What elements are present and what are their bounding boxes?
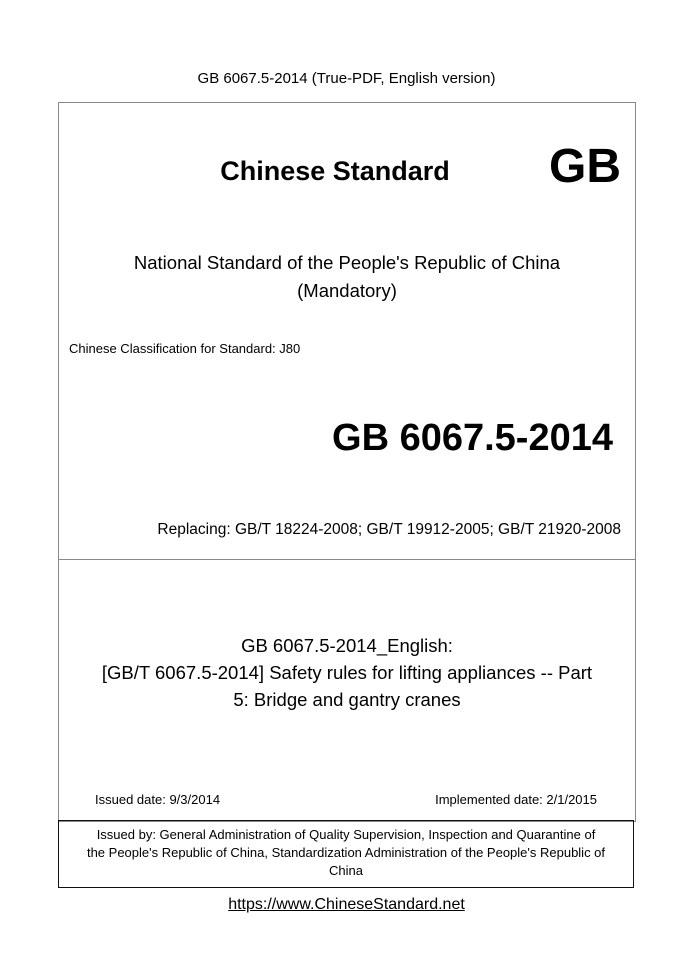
- implemented-date: Implemented date: 2/1/2015: [435, 792, 597, 807]
- issuer-line-1: Issued by: General Administration of Quality Supervision, Inspection and Quarantine of: [96, 827, 596, 842]
- national-line-2: (Mandatory): [297, 280, 397, 301]
- issued-date: Issued date: 9/3/2014: [95, 792, 221, 807]
- replacing-text: Replacing: GB/T 18224-2008; GB/T 19912-2005; GB/T 21920-2008: [157, 521, 621, 538]
- cover-frame: [58, 102, 636, 822]
- issuer-box: [58, 820, 634, 888]
- footer: [0, 896, 693, 914]
- cover-header-section: [59, 103, 635, 560]
- cover-title: Chinese Standard: [220, 156, 450, 186]
- standard-code: GB 6067.5-2014: [332, 417, 613, 459]
- document-title: [59, 632, 635, 713]
- national-standard-text: [59, 249, 635, 305]
- national-line-1: National Standard of the People's Republic of China: [133, 252, 561, 273]
- document-label: GB 6067.5-2014 (True-PDF, English version): [197, 70, 496, 87]
- document-info-section: [59, 560, 635, 821]
- document-title-line-2: [GB/T 6067.5-2014] Safety rules for lifting appliances -- Part: [101, 662, 593, 683]
- document-title-line-3: 5: Bridge and gantry cranes: [233, 689, 461, 710]
- classification-text: Chinese Classification for Standard: J80: [69, 341, 301, 356]
- issuer-line-2: the People's Republic of China, Standardization Administration of the People's Republic of: [86, 845, 606, 860]
- gb-mark: GB: [549, 140, 621, 193]
- website-link[interactable]: https://www.ChineseStandard.net: [228, 896, 465, 913]
- issuer-line-3: China: [329, 863, 363, 878]
- document-title-line-1: GB 6067.5-2014_English:: [241, 635, 453, 656]
